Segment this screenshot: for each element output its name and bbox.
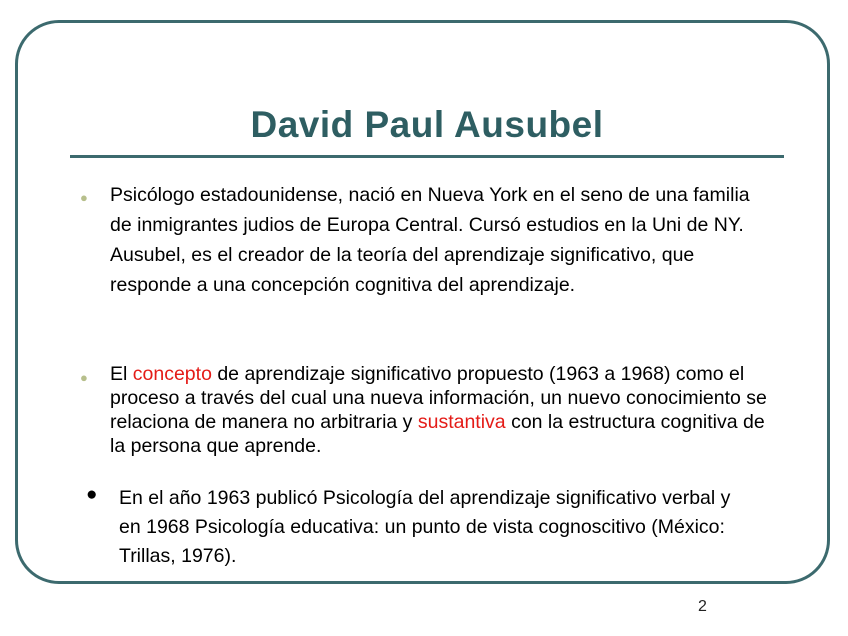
bullet-text-3: En el año 1963 publicó Psicología del aprendizaje significativo verbal y en 1968 Psicología educativa: un punto de vista cognoscitivo (México: Trillas, 1976). [119, 487, 731, 567]
bullet-dot-icon: ● [80, 370, 88, 385]
bullet-dot-icon: ● [80, 190, 88, 205]
highlight-concepto: concepto [132, 363, 212, 385]
bullet-2-part-1: El [110, 363, 133, 385]
bullet-2-part-3: con la estructura cognitiva de la persona que aprende. [110, 411, 765, 457]
page-number: 2 [698, 598, 707, 615]
title-underline [70, 155, 784, 158]
slide-title: David Paul Ausubel [250, 104, 604, 145]
bullet-2-part-2: de aprendizaje significativo propuesto (1963 a 1968) como el proceso a través del cual una nueva información, un nuevo conocimiento se relaciona de manera no arbitraria y [110, 363, 767, 433]
bullet-text-2 [110, 362, 770, 458]
highlight-sustantiva: sustantiva [417, 411, 506, 433]
bullet-dot-icon: ● [86, 484, 98, 505]
bullet-text-1: Psicólogo estadounidense, nació en Nueva York en el seno de una familia de inmigrantes judios de Europa Central. Cursó estudios en la Uni de NY. Ausubel, es el creador de la teoría del aprendizaje significativo, que responde a una concepción cognitiva del aprendizaje. [110, 184, 750, 296]
